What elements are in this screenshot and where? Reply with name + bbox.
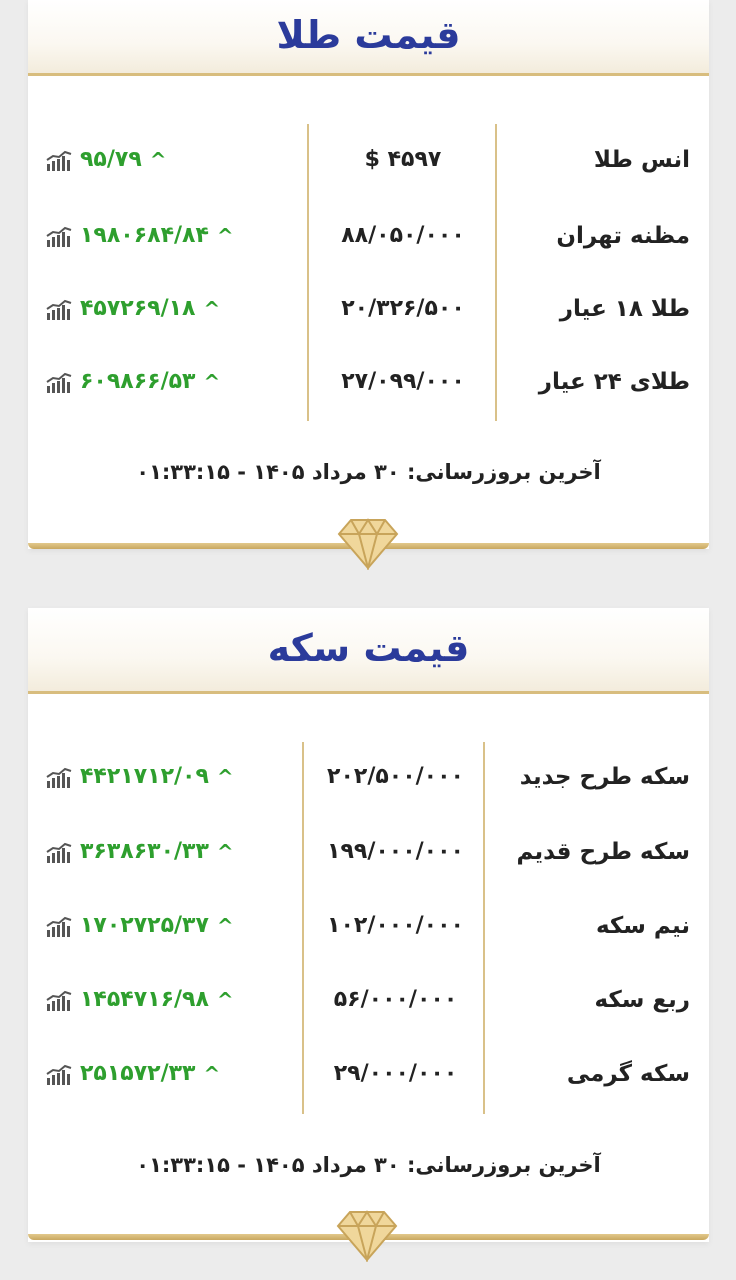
gold-card-title: قیمت طلا [276,13,461,57]
item-price: ۲۷/۰۹۹/۰۰۰ [341,369,465,394]
caret-up-icon: ^ [216,988,234,1012]
gold-card-header [28,0,709,76]
change-value: ۱۹۸۰۶۸۴/۸۴ [80,223,209,248]
item-name: مظنه تهران [556,223,690,249]
item-name: ربع سکه [594,987,690,1013]
change-value: ۴۵۷۲۶۹/۱۸ [80,296,196,321]
last-updated-text: آخرین بروزرسانی: ۳۰ مرداد ۱۴۰۵ - ۰۱:۳۳:۱۵ [136,460,601,484]
change-value: ۳۶۳۸۶۳۰/۳۳ [80,839,209,864]
change-value: ۱۴۵۴۷۱۶/۹۸ [80,987,209,1012]
price-row[interactable] [28,832,709,872]
item-price: ۲۰/۳۲۶/۵۰۰ [341,296,465,321]
diamond-icon [337,516,399,570]
change-value: ۴۴۲۱۷۱۲/۰۹ [80,764,209,789]
item-price: ۴۵۹۷ $ [364,147,442,172]
caret-up-icon: ^ [216,765,234,789]
coin-price-card [28,608,709,1242]
coin-card-title: قیمت سکه [267,626,470,670]
change-value: ۶۰۹۸۶۶/۵۳ [80,369,196,394]
change-group [46,906,234,946]
item-name: سکه گرمی [566,1061,690,1087]
change-value: ۲۵۱۵۷۲/۳۳ [80,1061,196,1086]
chart-trend-icon[interactable] [46,371,74,393]
chart-trend-icon[interactable] [46,149,74,171]
caret-up-icon: ^ [216,914,234,938]
chart-trend-icon[interactable] [46,841,74,863]
item-name: سکه طرح جدید [519,764,690,790]
change-group [46,1054,220,1094]
item-name: نیم سکه [595,913,690,939]
caret-up-icon: ^ [149,148,167,172]
caret-up-icon: ^ [203,370,221,394]
change-group [46,140,167,180]
item-name: طلا ۱۸ عیار [559,296,690,322]
caret-up-icon: ^ [216,224,234,248]
item-price: ۱۰۲/۰۰۰/۰۰۰ [327,913,464,938]
item-price: ۲۰۲/۵۰۰/۰۰۰ [327,764,464,789]
change-value: ۱۷۰۲۷۲۵/۳۷ [80,913,209,938]
item-name: انس طلا [593,147,690,173]
chart-trend-icon[interactable] [46,915,74,937]
change-group [46,289,220,329]
change-value: ۹۵/۷۹ [80,147,142,172]
item-name: سکه طرح قدیم [516,839,690,865]
price-row[interactable] [28,757,709,797]
change-group [46,832,234,872]
chart-trend-icon[interactable] [46,225,74,247]
chart-trend-icon[interactable] [46,989,74,1011]
price-row[interactable] [28,289,709,329]
change-group [46,980,234,1020]
coin-card-header [28,608,709,694]
caret-up-icon: ^ [203,1062,221,1086]
item-price: ۸۸/۰۵۰/۰۰۰ [341,223,465,248]
price-row[interactable] [28,362,709,402]
caret-up-icon: ^ [216,840,234,864]
change-group [46,757,234,797]
caret-up-icon: ^ [203,297,221,321]
price-row[interactable] [28,906,709,946]
last-updated-text: آخرین بروزرسانی: ۳۰ مرداد ۱۴۰۵ - ۰۱:۳۳:۱۵ [136,1153,601,1177]
item-price: ۲۹/۰۰۰/۰۰۰ [333,1061,458,1086]
gold-price-card [28,0,709,549]
price-row[interactable] [28,140,709,180]
price-row[interactable] [28,1054,709,1094]
price-row[interactable] [28,980,709,1020]
change-group [46,362,220,402]
price-row[interactable] [28,216,709,256]
chart-trend-icon[interactable] [46,298,74,320]
change-group [46,216,234,256]
chart-trend-icon[interactable] [46,1063,74,1085]
chart-trend-icon[interactable] [46,766,74,788]
item-price: ۵۶/۰۰۰/۰۰۰ [333,987,458,1012]
item-name: طلای ۲۴ عیار [538,369,690,395]
item-price: ۱۹۹/۰۰۰/۰۰۰ [327,839,464,864]
diamond-icon [336,1208,398,1262]
